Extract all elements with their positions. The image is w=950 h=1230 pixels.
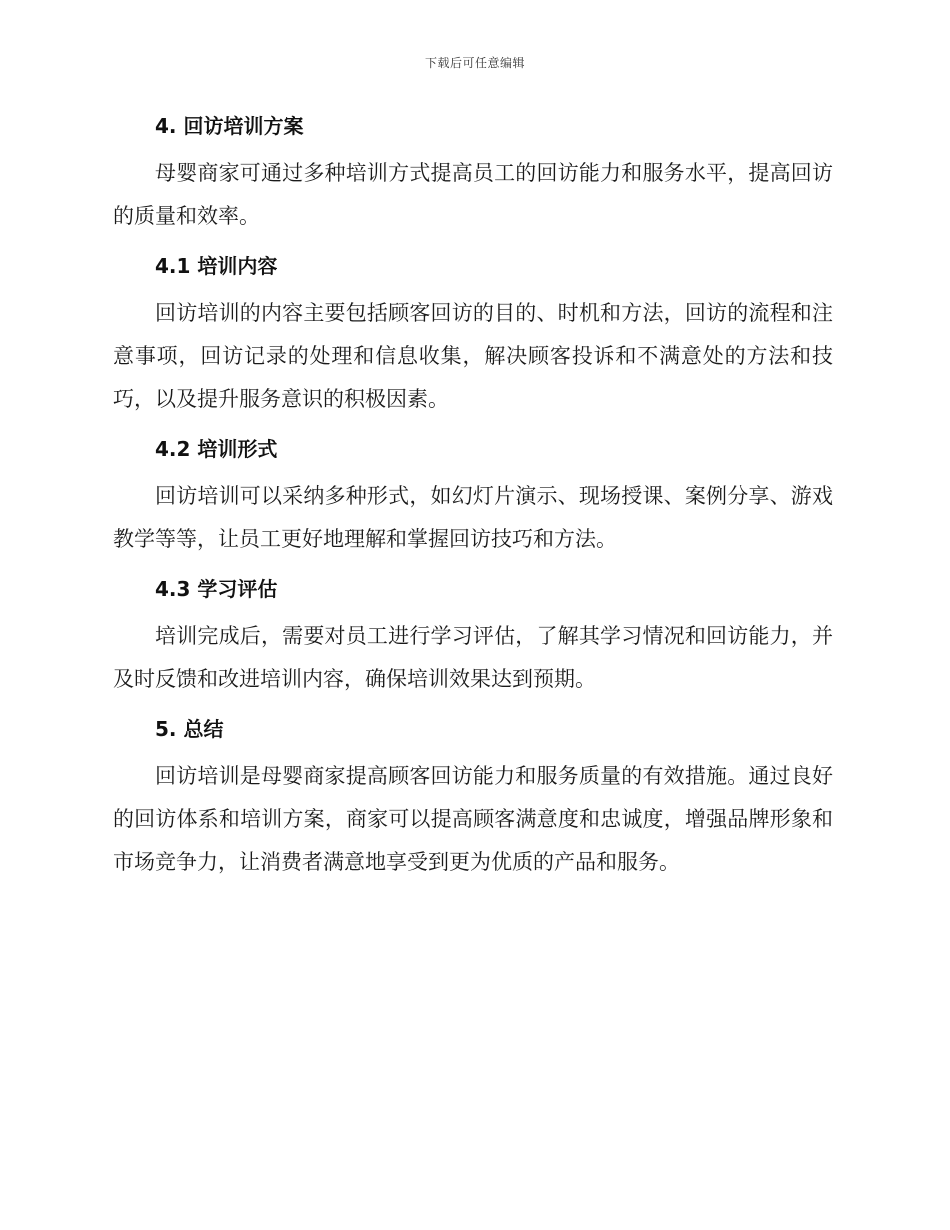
section-heading-4-1: 4.1 培训内容 (155, 254, 278, 278)
section-paragraph-4: 母婴商家可通过多种培训方式提高员工的回访能力和服务水平，提高回访的质量和效率。 (113, 161, 833, 228)
section-paragraph-5: 回访培训是母婴商家提高顾客回访能力和服务质量的有效措施。通过良好的回访体系和培训方案，商家可以提高顾客满意度和忠诚度，增强品牌形象和市场竞争力，让消费者满意地享受到更为优质的产品和服务。 (113, 764, 833, 874)
section-heading-4-3: 4.3 学习评估 (155, 577, 278, 601)
section-heading-5: 5. 总结 (155, 717, 224, 741)
section-paragraph-4-3: 培训完成后，需要对员工进行学习评估，了解其学习情况和回访能力，并及时反馈和改进培训内容，确保培训效果达到预期。 (113, 624, 833, 691)
section-heading-4: 4. 回访培训方案 (155, 114, 304, 138)
document-body (113, 106, 833, 892)
section-paragraph-4-2: 回访培训可以采纳多种形式，如幻灯片演示、现场授课、案例分享、游戏教学等等，让员工更好地理解和掌握回访技巧和方法。 (113, 484, 833, 551)
page-header-note: 下载后可任意编辑 (424, 56, 525, 70)
section-heading-4-2: 4.2 培训形式 (155, 437, 278, 461)
section-paragraph-4-1: 回访培训的内容主要包括顾客回访的目的、时机和方法，回访的流程和注意事项，回访记录的处理和信息收集，解决顾客投诉和不满意处的方法和技巧，以及提升服务意识的积极因素。 (113, 301, 833, 411)
